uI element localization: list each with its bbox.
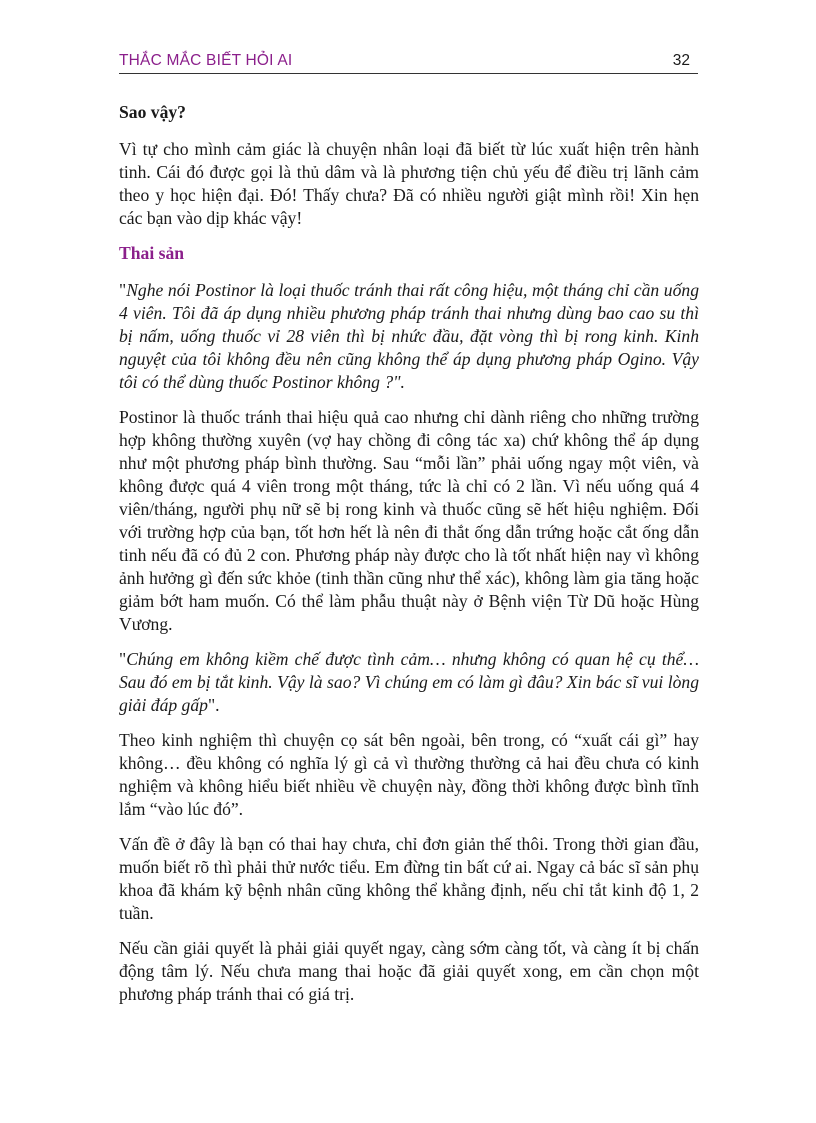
page-content (119, 101, 699, 1018)
question-2-text: Chúng em không kiềm chế được tình cảm… nhưng không có quan hệ cụ thể… Sau đó em bị tắt kinh. Vậy là sao? Vì chúng em có làm gì đâu? Xin bác sĩ vui lòng giải đáp gấp (119, 649, 699, 715)
section-heading-thai-san: Thai sản (119, 243, 185, 263)
page-header (119, 51, 698, 74)
reader-question-2 (119, 648, 699, 717)
book-title: THẮC MẮC BIẾT HỎI AI (119, 52, 293, 69)
question-2-open-quote: " (119, 649, 127, 669)
answer-paragraph-3: Vấn đề ở đây là bạn có thai hay chưa, chỉ đơn giản thế thôi. Trong thời gian đầu, muốn biết rõ thì phải thử nước tiểu. Em đừng tin bất cứ ai. Ngay cả bác sĩ sản phụ khoa đã khám kỹ bệnh nhân cũng không thể khẳng định, nếu chỉ tắt kinh độ 1, 2 tuần. (119, 834, 699, 923)
answer-paragraph-1: Postinor là thuốc tránh thai hiệu quả cao nhưng chỉ dành riêng cho những trường hợp không thường xuyên (vợ hay chồng đi công tác xa) chứ không thể áp dụng như một phương pháp bình thường. Sau “mỗi lần” phải uống ngay một viên, và không được quá 4 viên trong một tháng, tức là chỉ có 2 lần. Vì nếu uống quá 4 viên/tháng, người phụ nữ sẽ bị rong kinh và thuốc cũng sẽ hết hiệu nghiệm. Đối với trường hợp của bạn, tốt hơn hết là nên đi thắt ống dẫn trứng hoặc cắt ống dẫn tinh nếu đã có đủ 2 con. Phương pháp này được cho là tốt nhất hiện nay vì không ảnh hưởng gì đến sức khỏe (tinh thần cũng như thể xác), không làm gia tăng hoặc giảm bớt ham muốn. Có thể làm phẫu thuật này ở Bệnh viện Từ Dũ hoặc Hùng Vương. (119, 407, 699, 634)
paragraph-1: Vì tự cho mình cảm giác là chuyện nhân loại đã biết từ lúc xuất hiện trên hành tinh. Cái đó được gọi là thủ dâm và là phương tiện chủ yếu để điều trị lãnh cảm theo y học hiện đại. Đó! Thấy chưa? Đã có nhiều người giật mình rồi! Xin hẹn các bạn vào dịp khác vậy! (119, 139, 699, 228)
page-number: 32 (672, 52, 690, 69)
question-2-close-quote: ". (207, 695, 220, 715)
section-heading-sao-vay: Sao vậy? (119, 102, 186, 122)
question-1-open-quote: " (119, 280, 127, 300)
reader-question-1 (119, 279, 699, 394)
answer-paragraph-2: Theo kinh nghiệm thì chuyện cọ sát bên ngoài, bên trong, có “xuất cái gì” hay không… đều không có nghĩa lý gì cả vì thường thường cả hai đều chưa có kinh nghiệm và không hiểu biết nhiều về chuyện này, đồng thời không được bình tĩnh lắm “vào lúc đó”. (119, 730, 699, 819)
answer-paragraph-4: Nếu cần giải quyết là phải giải quyết ngay, càng sớm càng tốt, và càng ít bị chấn động tâm lý. Nếu chưa mang thai hoặc đã giải quyết xong, em cần chọn một phương pháp tránh thai có giá trị. (119, 938, 699, 1004)
question-1-text: Nghe nói Postinor là loại thuốc tránh thai rất công hiệu, một tháng chỉ cần uống 4 viên. Tôi đã áp dụng nhiều phương pháp tránh thai nhưng dùng bao cao su thì bị nấm, uống thuốc vỉ 28 viên thì bị nhức đầu, đặt vòng thì bị rong kinh. Kinh nguyệt của tôi không đều nên cũng không thể áp dụng phương pháp Ogino. Vậy tôi có thể dùng thuốc Postinor không ?". (119, 280, 699, 392)
